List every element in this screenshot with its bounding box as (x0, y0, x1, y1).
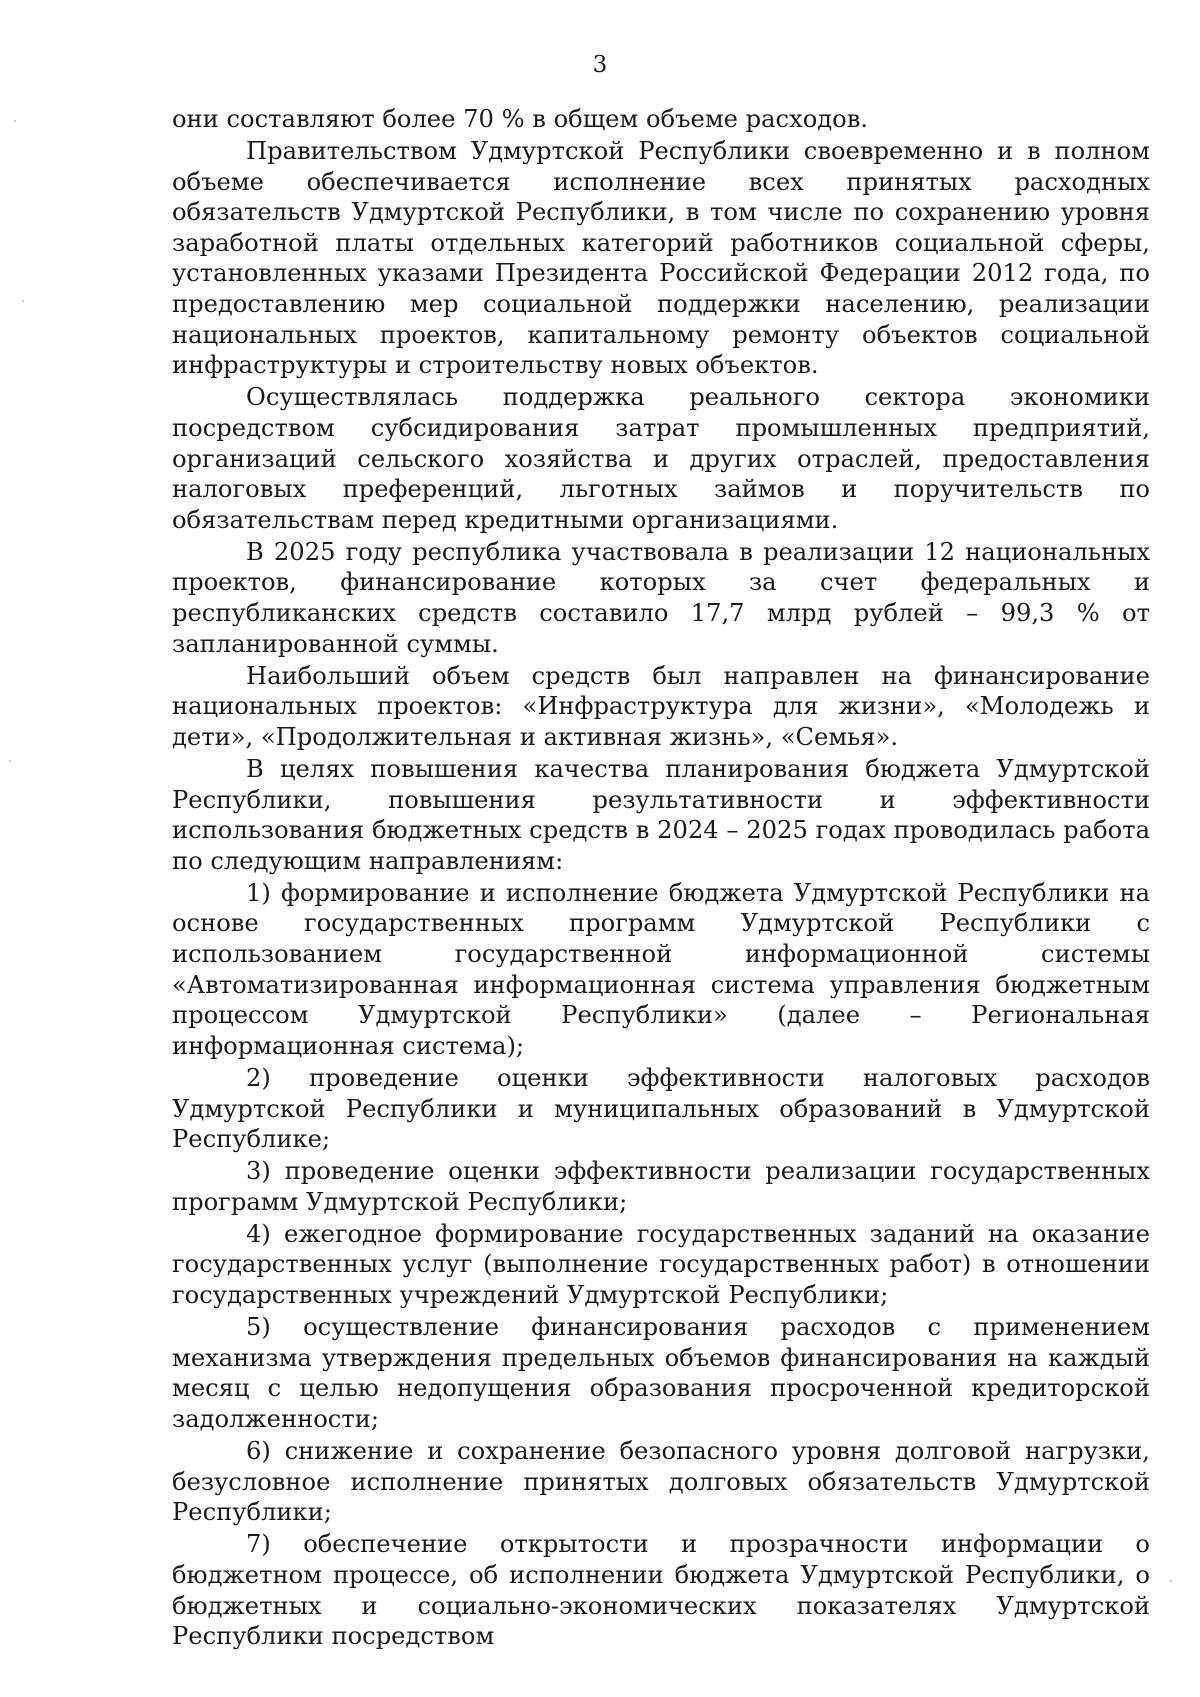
paragraph-national-projects: В 2025 году республика участвовала в реализации 12 национальных проектов, финансирование которых за счет федеральных и республиканских средств составило 17,7 млрд рублей – 99,3 % от запланированной суммы. (172, 537, 1150, 658)
paragraph-budget-planning-goals: В целях повышения качества планирования бюджета Удмуртской Республики, повышения результативности и эффективности использования бюджетных средств в 2024 – 2025 годах проводилась работа по следующим направлениям: (172, 754, 1150, 875)
list-item-7: 7) обеспечение открытости и прозрачности информации о бюджетном процессе, об исполнении бюджета Удмуртской Республики, о бюджетных и социально-экономических показателях Удмуртской Республики посредством (172, 1530, 1150, 1651)
list-item-5: 5) осуществление финансирования расходов с применением механизма утверждения предельных объемов финансирования на каждый месяц с целью недопущения образования просроченной кредиторской задолженности; (172, 1313, 1150, 1433)
list-item-3: 3) проведение оценки эффективности реализации государственных программ Удмуртской Республики; (172, 1157, 1150, 1216)
scan-speck (1170, 1580, 1172, 1582)
list-item-2: 2) проведение оценки эффективности налоговых расходов Удмуртской Республики и муниципальных образований в Удмуртской Республике; (172, 1063, 1150, 1154)
list-item-6: 6) снижение и сохранение безопасного уровня долговой нагрузки, безусловное исполнение принятых долговых обязательств Удмуртской Республики; (172, 1437, 1150, 1527)
scan-speck (9, 760, 11, 762)
list-item-4: 4) ежегодное формирование государственных заданий на оказание государственных услуг (выполнение государственных работ) в отношении государственных учреждений Удмуртской Республики; (172, 1219, 1150, 1310)
scan-speck (22, 300, 24, 302)
document-body (172, 104, 1150, 1653)
paragraph-largest-funding: Наибольший объем средств был направлен на финансирование национальных проектов: «Инфраструктура для жизни», «Молодежь и дети», «Продолжительная и активная жизнь», «Семья». (172, 661, 1150, 751)
list-item-1: 1) формирование и исполнение бюджета Удмуртской Республики на основе государственных программ Удмуртской Республики с использованием государственной информационной системы «Автоматизированная информационная система управления бюджетным процессом Удмуртской Республики» (далее – Региональная информационная система); (172, 878, 1150, 1060)
page-number: 3 (592, 52, 608, 78)
paragraph-continuation: они составляют более 70 % в общем объеме расходов. (172, 105, 869, 133)
scan-speck (14, 120, 16, 122)
paragraph-government-obligations: Правительством Удмуртской Республики своевременно и в полном объеме обеспечивается исполнение всех принятых расходных обязательств Удмуртской Республики, в том числе по сохранению уровня заработной платы отдельных категорий работников социальной сферы, установленных указами Президента Российской Федерации 2012 года, по предоставлению мер социальной поддержки населению, реализации национальных проектов, капитальному ремонту объектов социальной инфраструктуры и строительству новых объектов. (172, 137, 1150, 380)
paragraph-real-sector-support: Осуществлялась поддержка реального сектора экономики посредством субсидирования затрат промышленных предприятий, организаций сельского хозяйства и других отраслей, предоставления налоговых преференций, льготных займов и поручительств по обязательствам перед кредитными организациями. (172, 383, 1150, 534)
